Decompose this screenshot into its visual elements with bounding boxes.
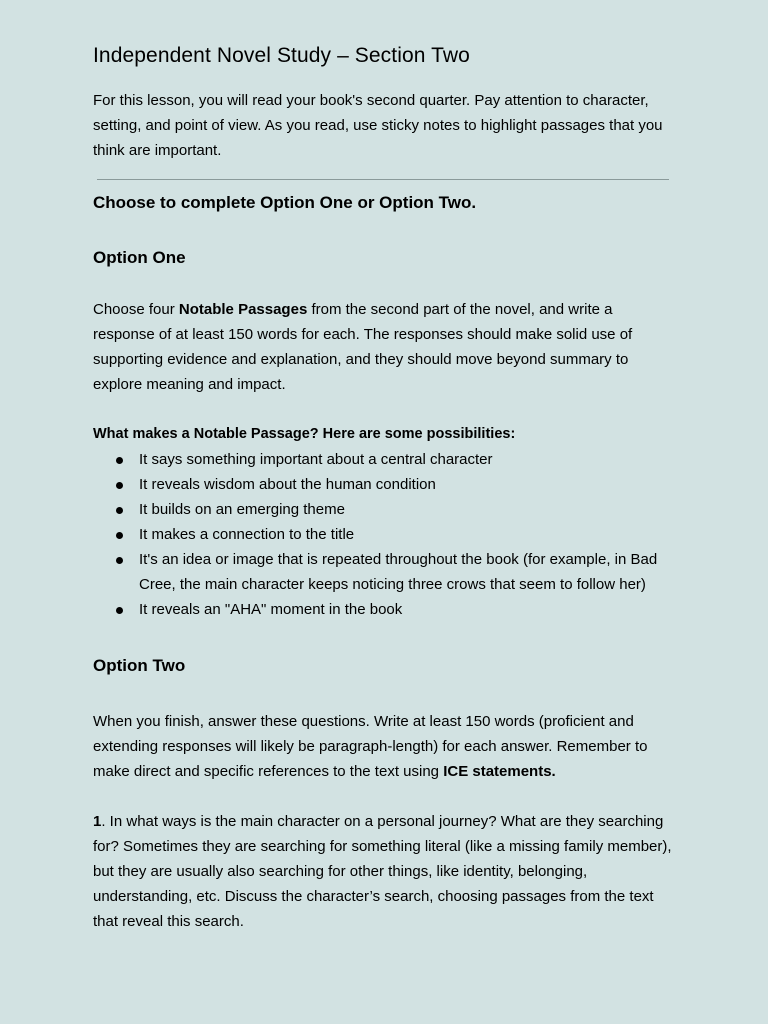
- list-item: [93, 522, 678, 547]
- list-item-text: It builds on an emerging theme: [139, 501, 345, 518]
- question-number: 1: [93, 813, 102, 830]
- divider: [97, 179, 669, 180]
- option-two-paragraph: [93, 709, 678, 784]
- question-one: [93, 809, 678, 934]
- option-one-para-pre: Choose four: [93, 301, 179, 318]
- document-content: [93, 42, 678, 934]
- list-item: [93, 547, 678, 597]
- option-two-para-pre: When you finish, answer these questions. Write at least 150 words (proficient and extending responses will likely be paragraph-length) for each answer. Remember to make direct and specific references to the text using: [93, 713, 648, 780]
- option-one-heading: Option One: [93, 248, 186, 267]
- list-item-text: It says something important about a central character: [139, 451, 493, 468]
- list-item: [93, 597, 678, 622]
- list-item: [93, 447, 678, 472]
- list-item-text: It makes a connection to the title: [139, 526, 355, 543]
- bullet-icon: [116, 482, 123, 489]
- bullet-icon: [116, 532, 123, 539]
- page-title: Independent Novel Study – Section Two: [93, 44, 470, 67]
- list-item: [93, 497, 678, 522]
- list-item-text: It reveals an "AHA" moment in the book: [139, 601, 403, 618]
- list-item-text: It's an idea or image that is repeated throughout the book (for example, in Bad Cree, the main character keeps noticing three crows that seem to follow her): [139, 551, 658, 593]
- possibilities-list: [93, 447, 678, 622]
- choose-instruction: Choose to complete Option One or Option Two.: [93, 193, 477, 212]
- possibilities-heading: What makes a Notable Passage? Here are some possibilities:: [93, 426, 516, 442]
- list-item: [93, 472, 678, 497]
- bullet-icon: [116, 507, 123, 514]
- bullet-icon: [116, 457, 123, 464]
- bullet-icon: [116, 607, 123, 614]
- intro-paragraph: For this lesson, you will read your book's second quarter. Pay attention to character, setting, and point of view. As you read, use sticky notes to highlight passages that you think are important.: [93, 92, 663, 159]
- ice-statements-term: ICE statements.: [443, 763, 556, 780]
- option-one-para-post: from the second part of the novel, and write a response of at least 150 words for each. The responses should make solid use of supporting evidence and explanation, and they should move beyond summary to explore meaning and impact.: [93, 301, 633, 393]
- notable-passages-term: Notable Passages: [178, 301, 308, 318]
- option-one-paragraph: [93, 297, 678, 397]
- bullet-icon: [116, 557, 123, 564]
- question-one-text: . In what ways is the main character on a personal journey? What are they searching for? Sometimes they are searching for something literal (like a missing family member), but they are usually also searching for other things, like identity, belonging, understanding, etc. Discuss the character’s search, choosing passages from the text that reveal this search.: [93, 813, 672, 930]
- option-two-heading: Option Two: [93, 656, 186, 675]
- list-item-text: It reveals wisdom about the human condition: [139, 476, 436, 493]
